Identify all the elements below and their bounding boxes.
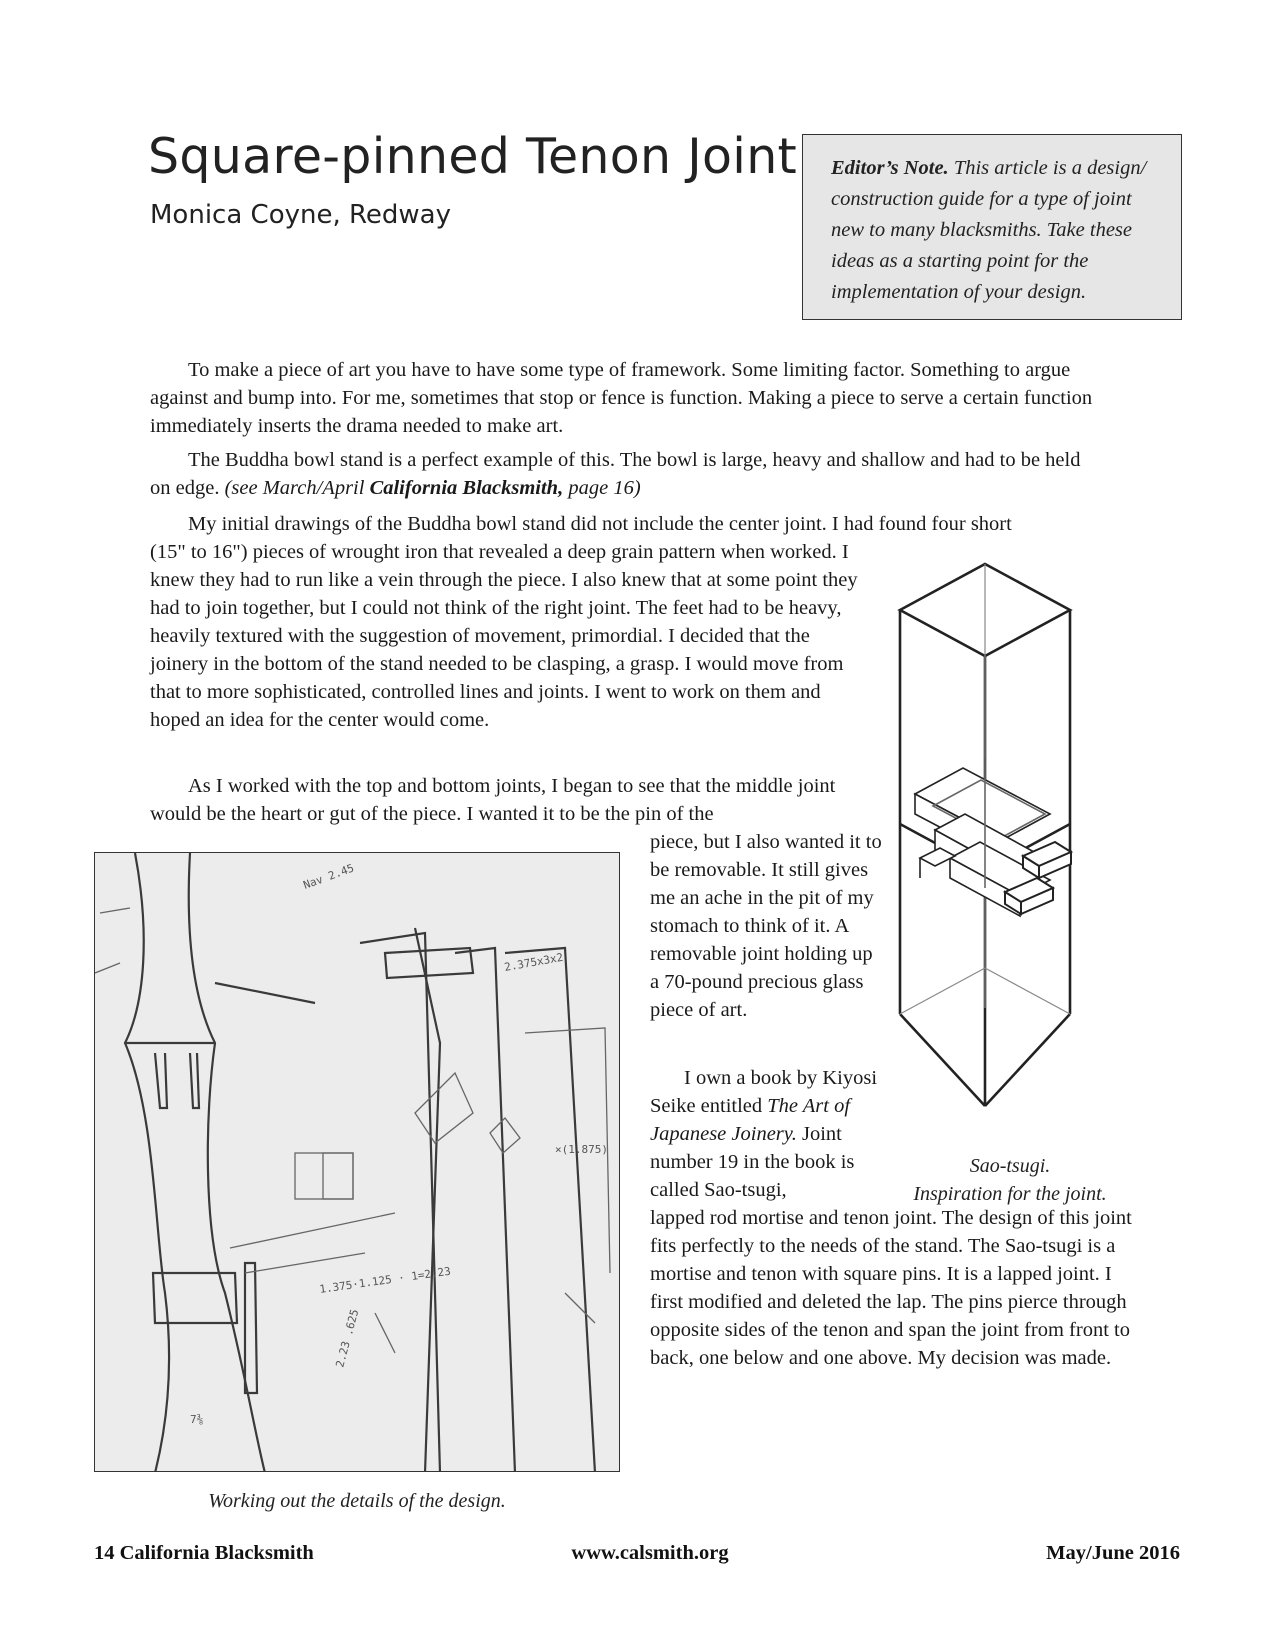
paragraph-5-column: I own a book by Kiyosi Seike entitled The Art of Japanese Joinery. Joint number 19 in the book is called Sao-tsugi, bbox=[650, 1067, 878, 1201]
sao-tsugi-joint-diagram bbox=[895, 558, 1135, 1118]
footer-issue-date: May/June 2016 bbox=[1046, 1542, 1180, 1564]
sketch-caption: Working out the details of the design. bbox=[208, 1490, 506, 1512]
editors-note-label: Editor’s Note. bbox=[831, 157, 949, 179]
paragraph-2 bbox=[150, 446, 1100, 502]
editors-note-text: This article is a design/ construction guide for a type of joint new to many blacksmiths. Take these ideas as a starting point for the implementation of your design. bbox=[831, 157, 1147, 303]
paragraph-4-top: As I worked with the top and bottom joints, I began to see that the middle joint would be the heart or gut of the piece. I wanted it to be the pin of the bbox=[150, 775, 836, 825]
book-title: The Art of Japanese Joinery. bbox=[650, 1095, 851, 1145]
paragraph-3-rest: (15" to 16") pieces of wrought iron that revealed a deep grain pattern when worked. I knew they had to run like a vein through the piece. I also knew that at some point they had to join together, but I could not think of the right joint. The feet had to be heavy, heavily textured with the suggestion of movement, primordial. I decided that the joinery in the bottom of the stand needed to be clasping, a grasp. I would move from that to more sophisticated, controlled lines and joints. I went to work on them and hoped an idea for the center would come. bbox=[150, 541, 858, 731]
paragraph-1: To make a piece of art you have to have some type of framework. Some limiting factor. Something to argue against and bump into. For me, sometimes that stop or fence is function. Making a piece to serve a certain function immediately inserts the drama needed to make art. bbox=[150, 359, 1093, 437]
paragraph-3-line-1: My initial drawings of the Buddha bowl stand did not include the center joint. I had found four short bbox=[188, 513, 1012, 535]
svg-text:Nav 2.45: Nav 2.45 bbox=[301, 861, 356, 892]
paragraph-5-continued: lapped rod mortise and tenon joint. The design of this joint fits perfectly to the needs of the stand. The Sao-tsugi is a mortise and tenon with square pins. It is a lapped joint. I first modified and deleted the lap. The pins pierce through opposite sides of the tenon and span the joint from front to back, one below and one above. My decision was made. bbox=[650, 1207, 1132, 1369]
svg-text:1.375·1.125 · 1=2.23: 1.375·1.125 · 1=2.23 bbox=[318, 1264, 452, 1296]
paragraph-2-text: The Buddha bowl stand is a perfect example of this. The bowl is large, heavy and shallow and had to be held on edge. bbox=[150, 449, 1081, 499]
svg-text:2.375x3x2: 2.375x3x2 bbox=[503, 950, 565, 974]
svg-text:×(1.875): ×(1.875) bbox=[555, 1143, 608, 1156]
paragraph-2-ref: (see March/April California Blacksmith, page 16) bbox=[224, 477, 641, 499]
paragraph-4-column: piece, but I also wanted it to be removable. It still gives me an ache in the pit of my stomach to think of it. A removable joint holding up a 70-pound precious glass piece of art. bbox=[650, 831, 882, 1021]
article-title: Square-pinned Tenon Joint bbox=[148, 128, 798, 185]
article-byline: Monica Coyne, Redway bbox=[150, 200, 451, 230]
pencil-sketch-illustration bbox=[95, 853, 620, 1472]
footer-website: www.calsmith.org bbox=[571, 1542, 729, 1564]
editors-note-box bbox=[802, 134, 1182, 320]
joint-caption: Sao-tsugi. Inspiration for the joint. bbox=[913, 1155, 1107, 1205]
footer-page-info: 14 California Blacksmith bbox=[94, 1542, 314, 1564]
design-sketch-photo bbox=[94, 852, 620, 1472]
svg-text:2.23 .625: 2.23 .625 bbox=[333, 1307, 362, 1369]
svg-text:7⅜: 7⅜ bbox=[190, 1413, 204, 1426]
